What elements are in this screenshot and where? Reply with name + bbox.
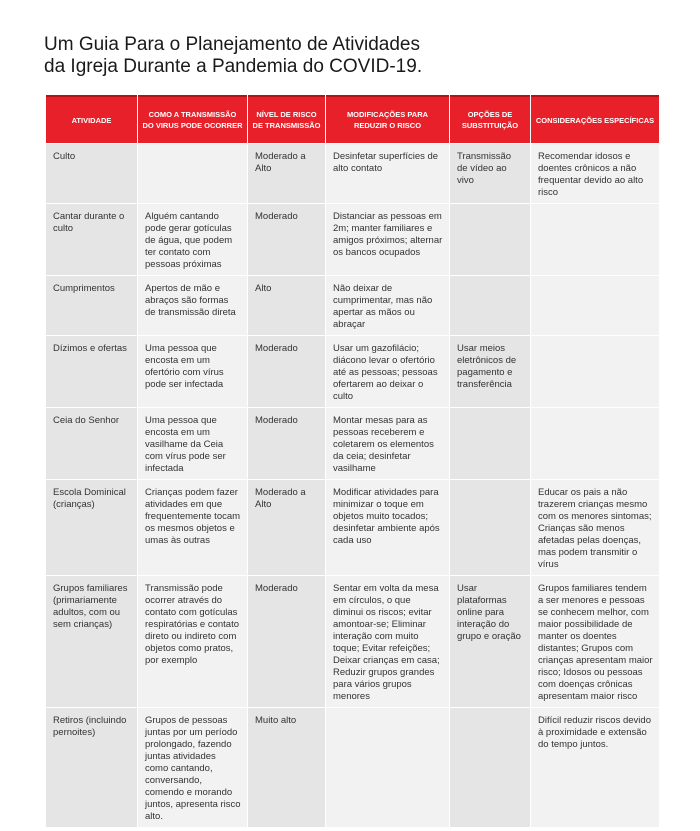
cell-activity: Retiros (incluindo pernoites) — [46, 708, 137, 827]
cell-substitution — [450, 708, 530, 827]
table-row — [46, 576, 659, 707]
cell-activity: Escola Dominical (crianças) — [46, 480, 137, 575]
column-header-modifications: MODIFICAÇÕES PARA REDUZIR O RISCO — [326, 95, 449, 143]
cell-risk-level: Moderado a Alto — [248, 480, 325, 575]
cell-risk-level: Moderado — [248, 336, 325, 407]
column-header-substitution: OPÇÕES DE SUBSTITUIÇÃO — [450, 95, 530, 143]
cell-substitution: Transmissão de vídeo ao vivo — [450, 144, 530, 203]
page-title-line-2: da Igreja Durante a Pandemia do COVID-19. — [44, 56, 423, 77]
cell-substitution — [450, 480, 530, 575]
table-row — [46, 276, 659, 335]
cell-considerations — [531, 204, 659, 275]
cell-substitution: Usar meios eletrônicos de pagamento e transferência — [450, 336, 530, 407]
column-header-considerations: CONSIDERAÇÕES ESPECÍFICAS — [531, 95, 659, 143]
cell-transmission: Uma pessoa que encosta em um vasilhame da Ceia com vírus pode ser infectada — [138, 408, 247, 479]
cell-substitution: Usar plataformas online para interação do grupo e oração — [450, 576, 530, 707]
column-header-risk-level: NÍVEL DE RISCO DE TRANSMISSÃO — [248, 95, 325, 143]
cell-risk-level: Moderado a Alto — [248, 144, 325, 203]
cell-considerations: Grupos familiares tendem a ser menores e pessoas se conhecem melhor, com maior possibilidade de manter os doentes distantes; Grupos com crianças apresentam maior risco; Idosos ou pessoas com doenças crônicas apresentam maior risco — [531, 576, 659, 707]
cell-activity: Cantar durante o culto — [46, 204, 137, 275]
cell-modifications — [326, 708, 449, 827]
cell-activity: Cumprimentos — [46, 276, 137, 335]
table-row — [46, 708, 659, 827]
cell-transmission: Transmissão pode ocorrer através do contato com gotículas respiratórias e contato direto ou indireto com objetos como pratos, por exemplo — [138, 576, 247, 707]
activity-guide-table — [45, 94, 660, 828]
cell-modifications: Usar um gazofilácio; diácono levar o ofertório até as pessoas; pessoas ofertarem ao deixar o culto — [326, 336, 449, 407]
cell-modifications: Modificar atividades para minimizar o toque em objetos muito tocados; desinfetar ambiente após cada uso — [326, 480, 449, 575]
cell-modifications: Sentar em volta da mesa em círculos, o que diminui os riscos; evitar amontoar-se; Eliminar interação com muito toque; Evitar refeições; Deixar crianças em casa; Reduzir grupos grandes para vários grupos menores — [326, 576, 449, 707]
column-header-activity: ATIVIDADE — [46, 95, 137, 143]
table-row — [46, 144, 659, 203]
cell-risk-level: Moderado — [248, 408, 325, 479]
cell-activity: Ceia do Senhor — [46, 408, 137, 479]
cell-transmission: Uma pessoa que encosta em um ofertório com vírus pode ser infectada — [138, 336, 247, 407]
table-header-row — [46, 95, 659, 143]
table-row — [46, 336, 659, 407]
cell-modifications: Não deixar de cumprimentar, mas não apertar as mãos ou abraçar — [326, 276, 449, 335]
cell-considerations — [531, 408, 659, 479]
cell-modifications: Montar mesas para as pessoas receberem e coletarem os elementos da ceia; desinfetar vasilhame — [326, 408, 449, 479]
cell-risk-level: Alto — [248, 276, 325, 335]
cell-substitution — [450, 204, 530, 275]
cell-activity: Culto — [46, 144, 137, 203]
cell-substitution — [450, 408, 530, 479]
cell-activity: Grupos familiares (primariamente adultos, com ou sem crianças) — [46, 576, 137, 707]
cell-modifications: Desinfetar superfícies de alto contato — [326, 144, 449, 203]
table-row — [46, 408, 659, 479]
cell-considerations: Educar os pais a não trazerem crianças mesmo com os menores sintomas; Crianças são menos afetadas pelas doenças, mas podem transmitir o vírus — [531, 480, 659, 575]
cell-risk-level: Muito alto — [248, 708, 325, 827]
cell-substitution — [450, 276, 530, 335]
cell-considerations: Difícil reduzir riscos devido à proximidade e extensão do tempo juntos. — [531, 708, 659, 827]
cell-considerations: Recomendar idosos e doentes crônicos a não frequentar devido ao alto risco — [531, 144, 659, 203]
cell-risk-level: Moderado — [248, 204, 325, 275]
cell-transmission — [138, 144, 247, 203]
cell-considerations — [531, 336, 659, 407]
page-title-line-1: Um Guia Para o Planejamento de Atividades — [44, 34, 420, 55]
cell-activity: Dízimos e ofertas — [46, 336, 137, 407]
cell-risk-level: Moderado — [248, 576, 325, 707]
table-row — [46, 204, 659, 275]
cell-modifications: Distanciar as pessoas em 2m; manter familiares e amigos próximos; alternar os bancos ocupados — [326, 204, 449, 275]
cell-considerations — [531, 276, 659, 335]
table-row — [46, 480, 659, 575]
column-header-transmission: COMO A TRANSMISSÃO DO VIRUS PODE OCORRER — [138, 95, 247, 143]
page-title — [44, 34, 422, 78]
cell-transmission: Grupos de pessoas juntas por um período prolongado, fazendo juntas atividades como cantando, conversando, comendo e morando juntos, apresenta risco alto. — [138, 708, 247, 827]
cell-transmission: Alguém cantando pode gerar gotículas de água, que podem ter contato com pessoas próximas — [138, 204, 247, 275]
cell-transmission: Crianças podem fazer atividades em que frequentemente tocam os mesmos objetos e umas às outras — [138, 480, 247, 575]
cell-transmission: Apertos de mão e abraços são formas de transmissão direta — [138, 276, 247, 335]
